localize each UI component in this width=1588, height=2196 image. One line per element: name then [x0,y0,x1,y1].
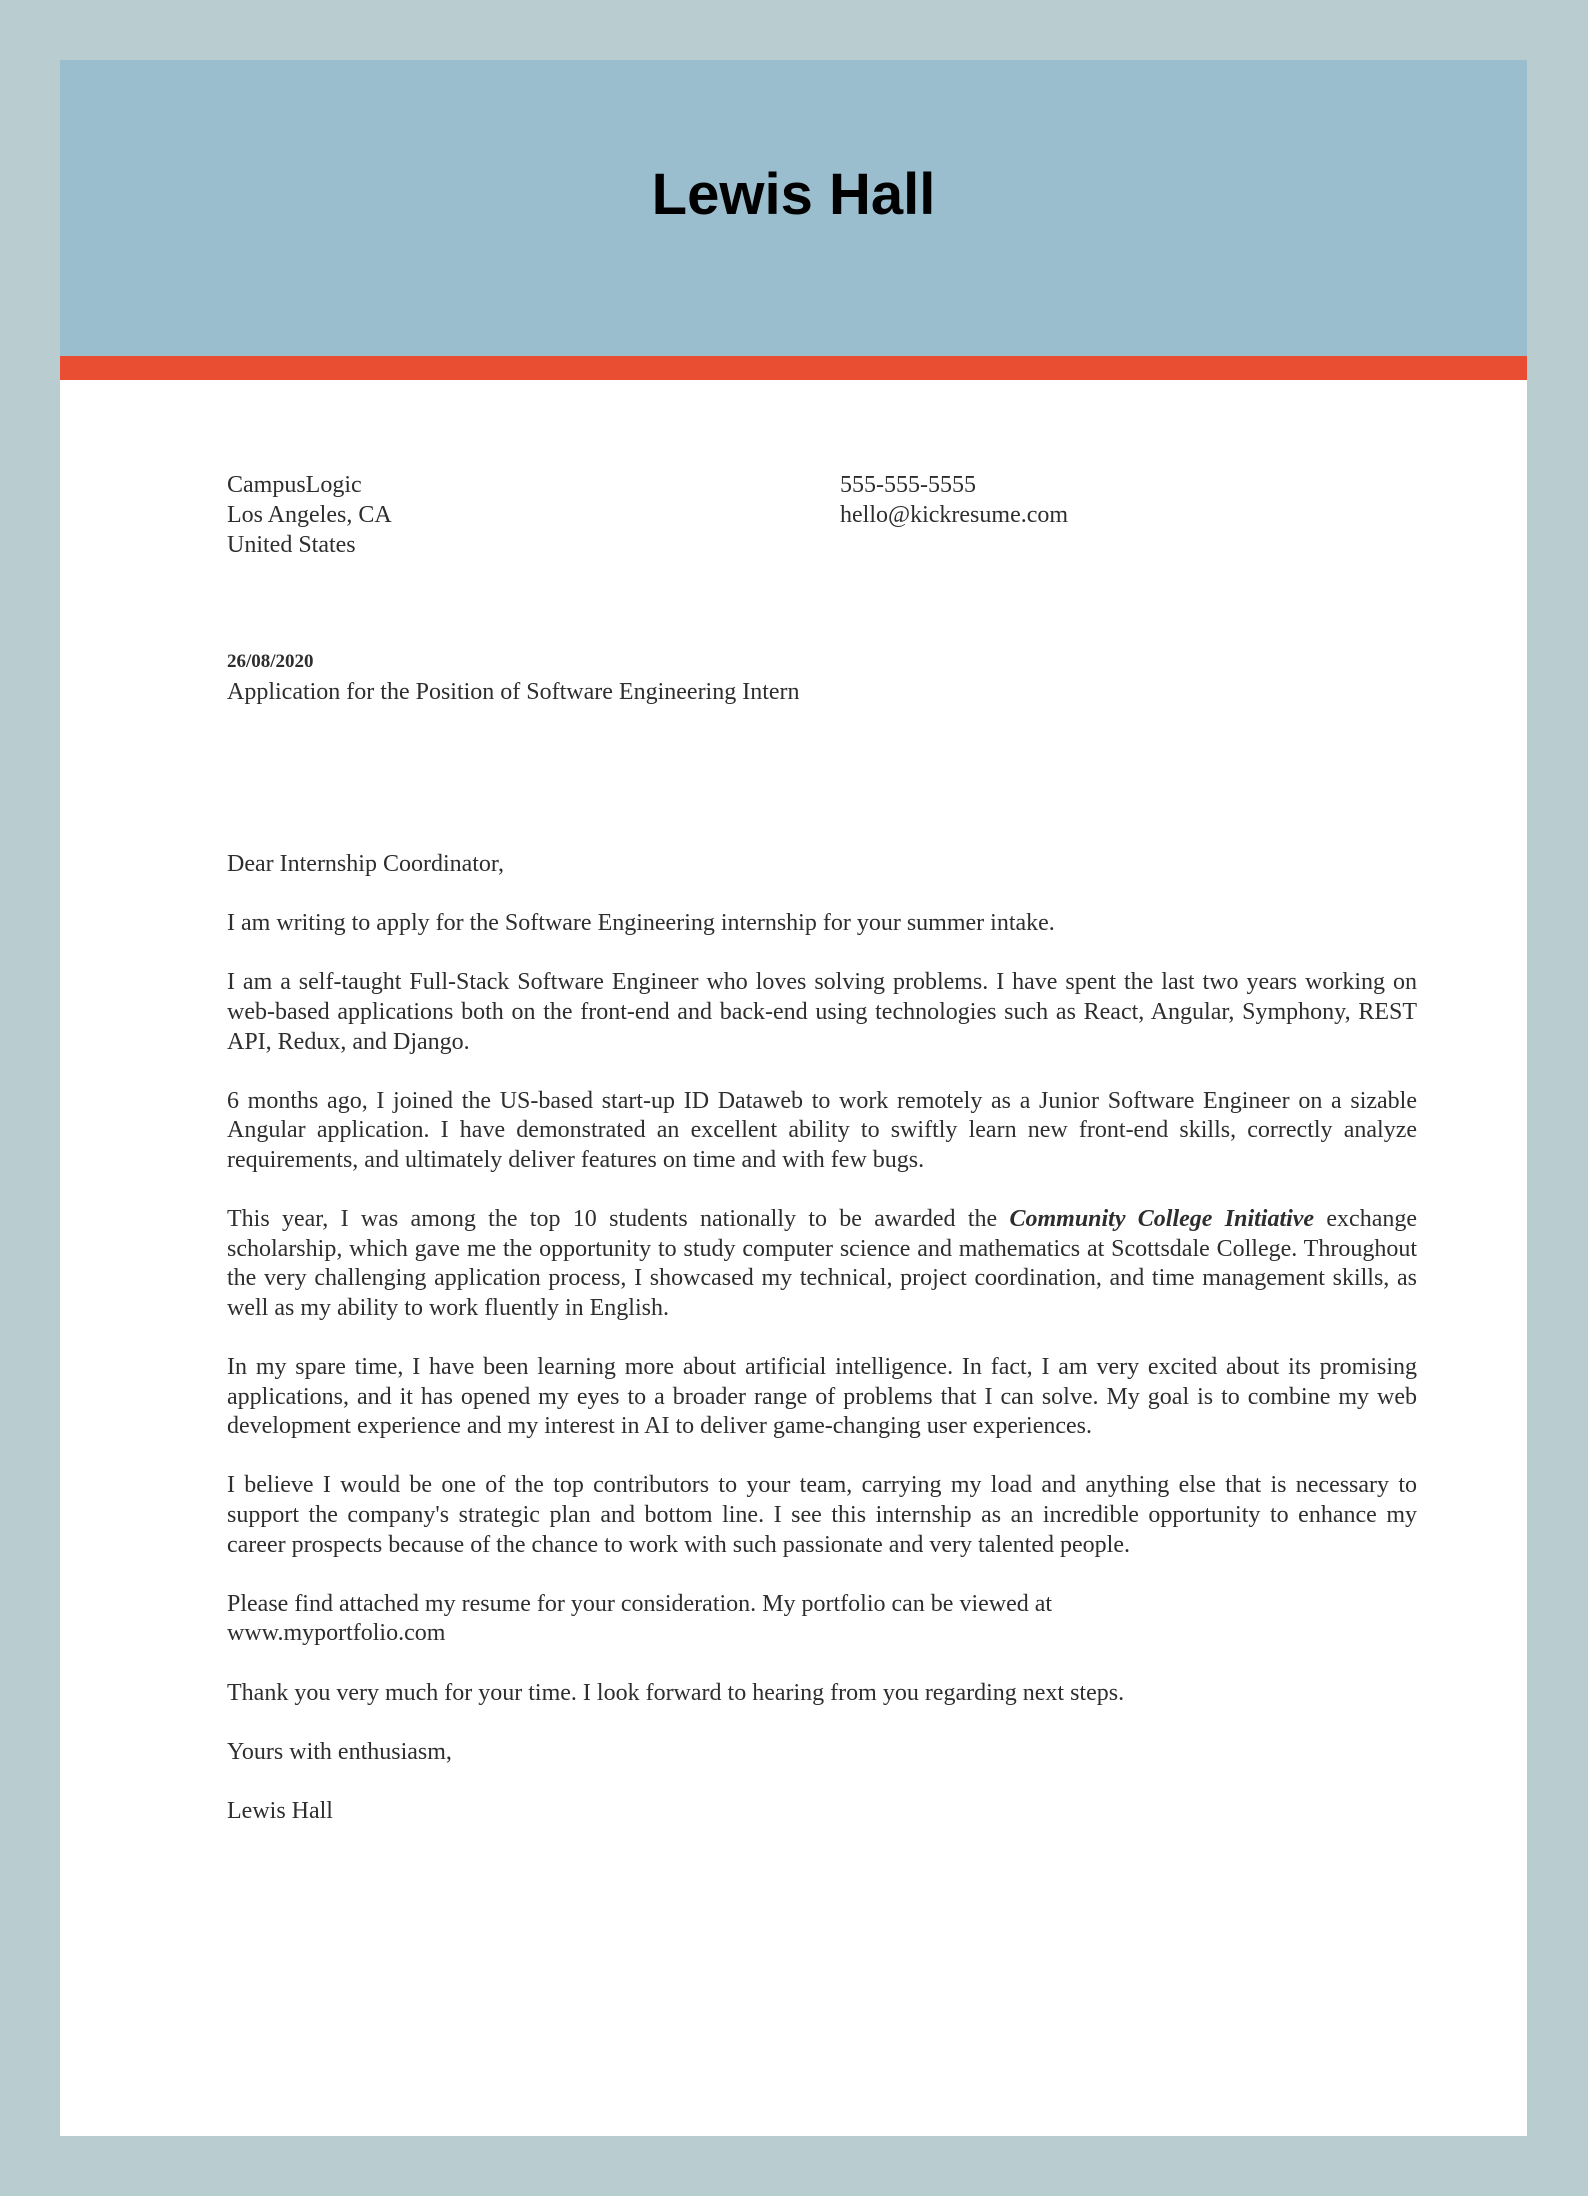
paragraph-intro: I am writing to apply for the Software Engineering internship for your summer intake. [227,910,1055,937]
header-band [60,60,1527,356]
letter-date: 26/08/2020 [227,651,314,672]
paragraph-experience: I am a self-taught Full-Stack Software Engineer who loves solving problems. I have spent the last two years working on web-based applications both on the front-end and back-end using technologies such as React, Angular, Symphony, REST API, Redux, and Django. [227,969,1417,1055]
sender-contact [840,470,1068,530]
letter-page [60,60,1527,2136]
recipient-company: CampusLogic [227,472,362,498]
paragraph-thanks: Thank you very much for your time. I look forward to hearing from you regarding next steps. [227,1679,1125,1706]
applicant-name: Lewis Hall [651,162,936,227]
paragraph-contribution: I believe I would be one of the top contributors to your team, carrying my load and anything else that is necessary to support the company's strategic plan and bottom line. I see this internship as an incredible opportunity to enhance my career prospects because of the chance to work with such passionate and very talented people. [227,1472,1417,1558]
accent-bar [60,356,1527,380]
closing: Yours with enthusiasm, [227,1738,452,1765]
portfolio-text: Please find attached my resume for your consideration. My portfolio can be viewed at [227,1590,1053,1617]
recipient-address [227,470,392,560]
paragraph-ai-interest: In my spare time, I have been learning more about artificial intelligence. In fact, I am very excited about its promising applications, and it has opened my eyes to a broader range of problems that I can solve. My goal is to combine my web development experience and my interest in AI to deliver game-changing user experiences. [227,1354,1417,1440]
scholarship-text-before: This year, I was among the top 10 students nationally to be awarded the [227,1206,1010,1233]
paragraph-portfolio [227,1590,1417,1649]
signature: Lewis Hall [227,1798,333,1824]
letter-body [227,850,1417,1856]
paragraph-scholarship [227,1205,1417,1323]
salutation: Dear Internship Coordinator, [227,851,504,877]
sender-phone: 555-555-5555 [840,472,976,498]
recipient-city: Los Angeles, CA [227,502,392,528]
paragraph-current-role: 6 months ago, I joined the US-based start-up ID Dataweb to work remotely as a Junior Software Engineer on a sizable Angular application. I have demonstrated an excellent ability to swiftly learn new front-end skills, correctly analyze requirements, and ultimately deliver features on time and with few bugs. [227,1087,1417,1173]
recipient-country: United States [227,532,356,558]
scholarship-name: Community College Initiative [1009,1206,1315,1233]
sender-email: hello@kickresume.com [840,502,1069,528]
portfolio-url: www.myportfolio.com [227,1620,446,1647]
scholarship-text-after: exchange scholarship, which gave me the opportunity to study computer science and mathematics at Scottsdale College. Throughout the very challenging application process, I showcased my technical, project coordination, and time management skills, as well as my ability to work fluently in English. [227,1206,1418,1321]
letter-subject: Application for the Position of Software Engineering Intern [227,679,800,705]
